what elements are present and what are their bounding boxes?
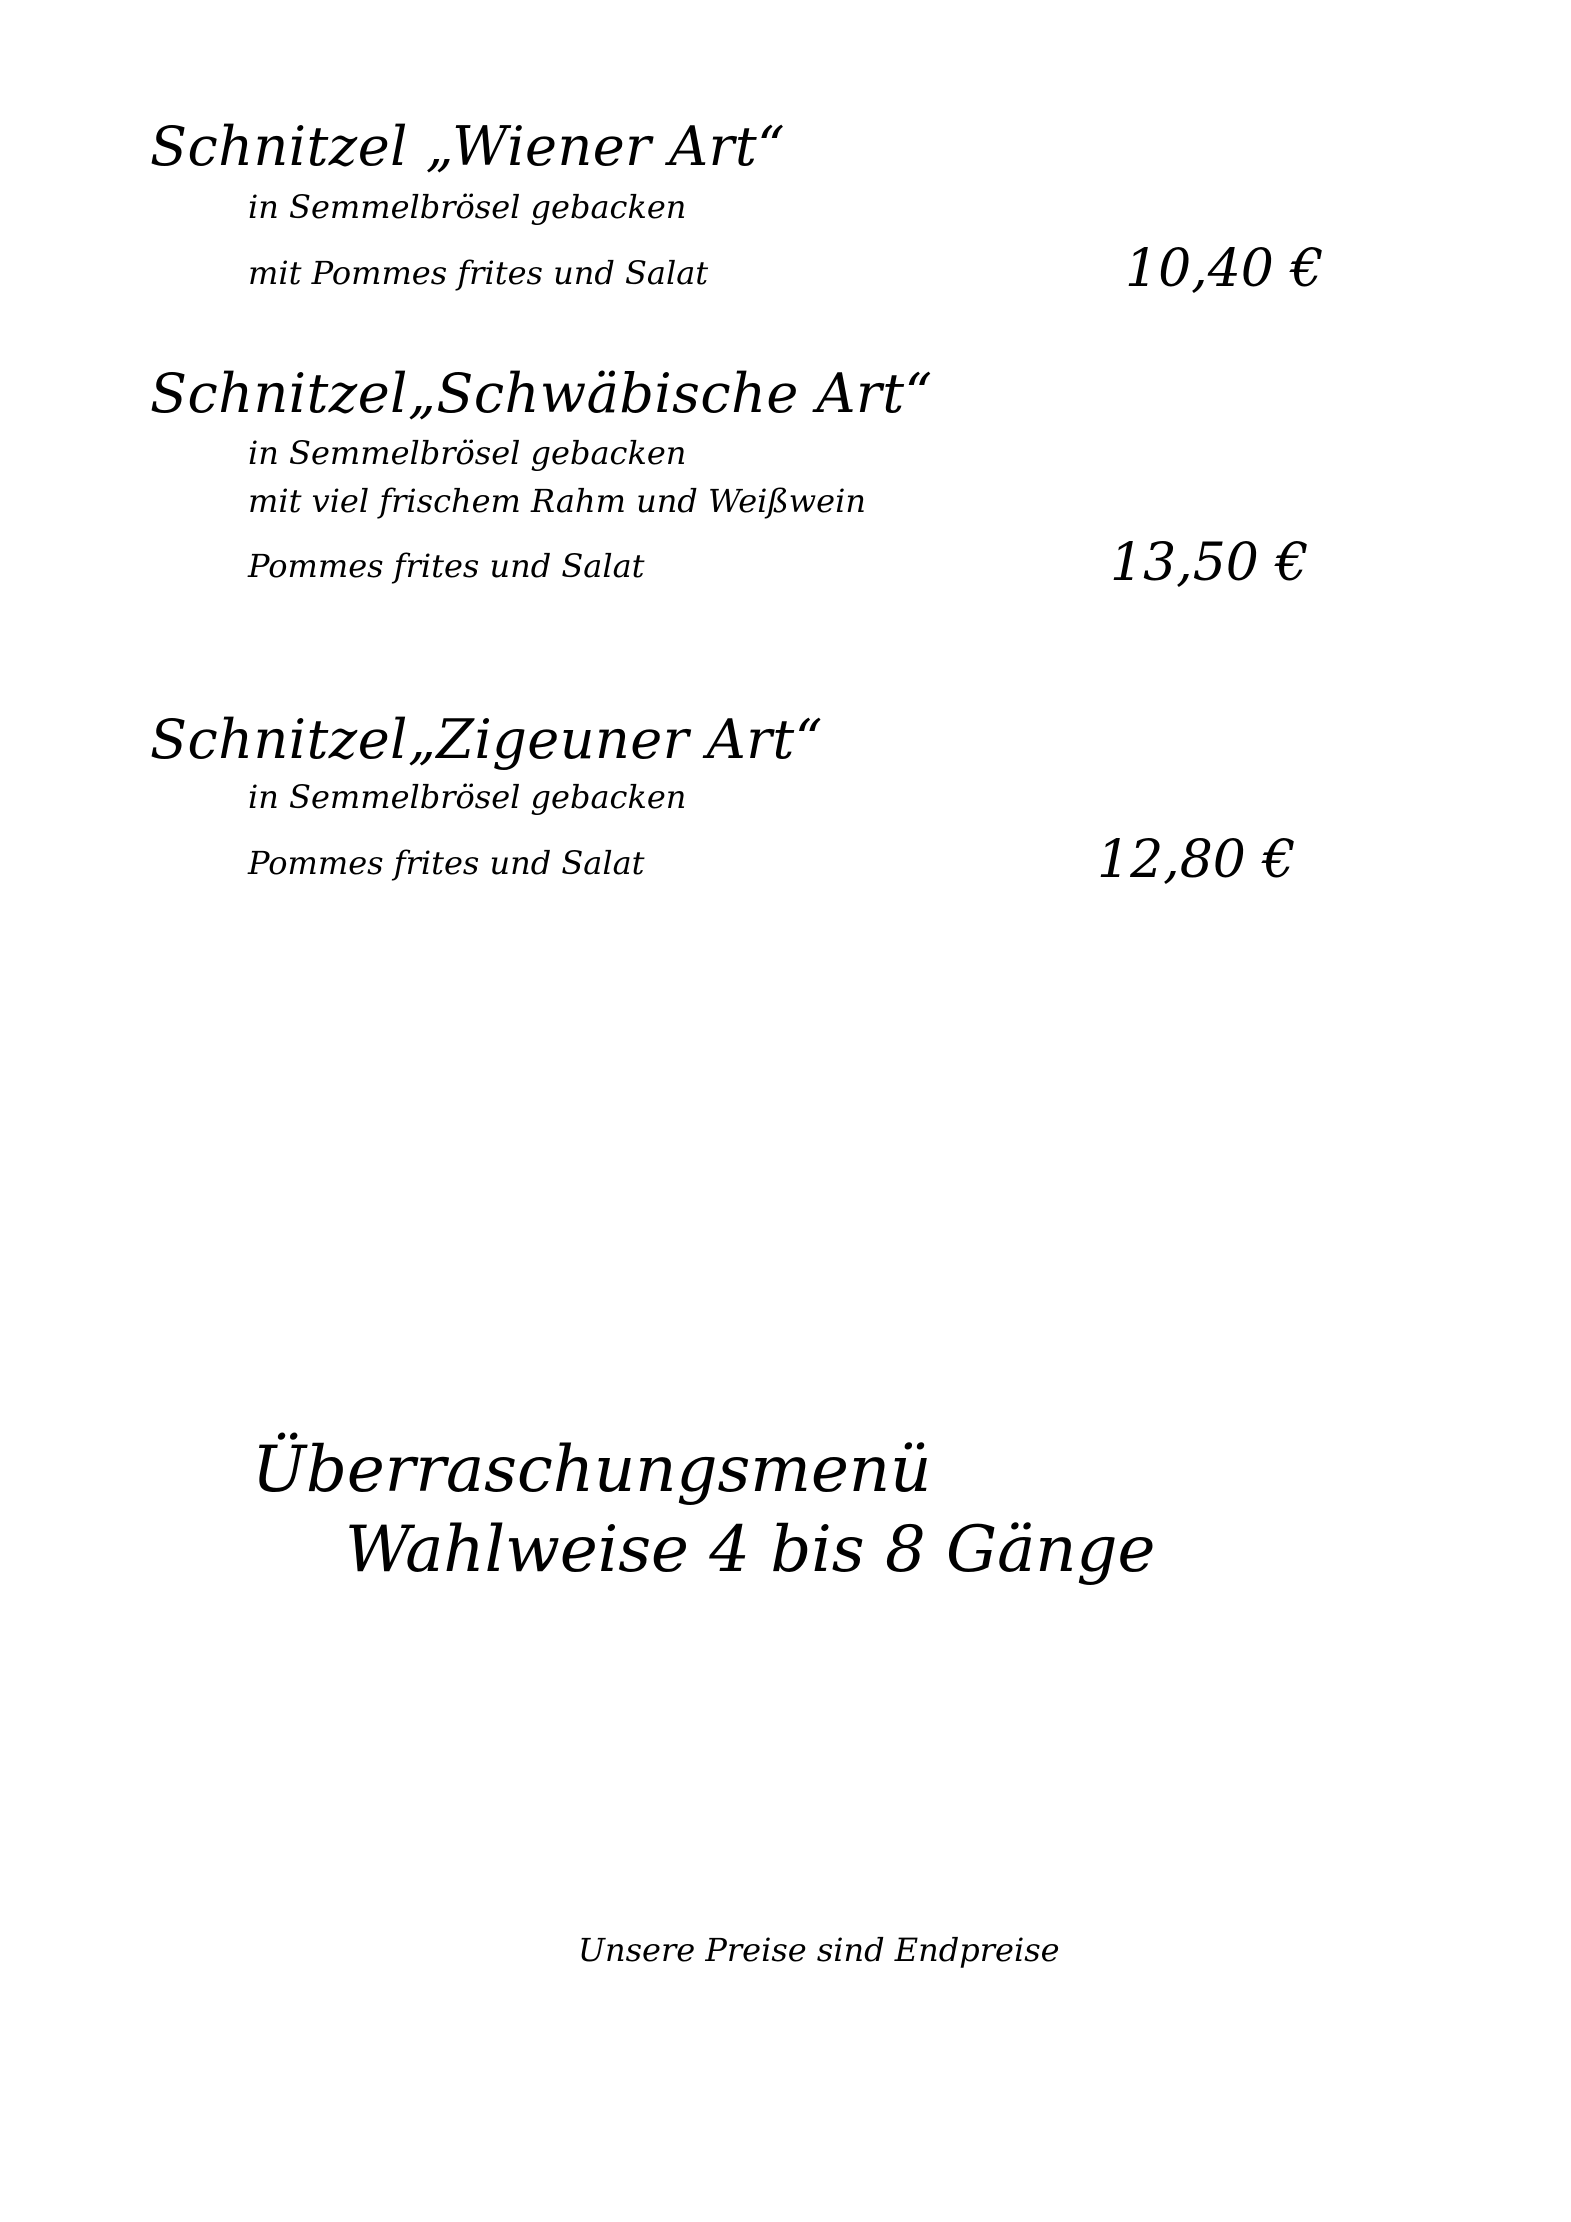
menu-item-price: 13,50 € — [1110, 533, 1309, 593]
menu-item-price: 12,80 € — [1097, 830, 1296, 890]
menu-item-description: in Semmelbrösel gebacken — [248, 434, 687, 472]
menu-item-title: Schnitzel„Schwäbische Art“ — [150, 362, 933, 425]
special-menu-subtitle: Wahlweise 4 bis 8 Gänge — [345, 1513, 1156, 1587]
menu-item-description: mit viel frischem Rahm und Weißwein — [248, 482, 866, 520]
footer-note: Unsere Preise sind Endpreise — [578, 1931, 1060, 1969]
menu-item-title: Schnitzel„Zigeuner Art“ — [150, 708, 823, 771]
menu-item-description: in Semmelbrösel gebacken — [248, 778, 687, 816]
special-menu-title: Überraschungsmenü — [252, 1433, 932, 1507]
menu-item-price: 10,40 € — [1125, 239, 1324, 299]
menu-item-description: in Semmelbrösel gebacken — [248, 188, 687, 226]
menu-item-description: mit Pommes frites und Salat — [248, 254, 709, 292]
menu-item-title: Schnitzel „Wiener Art“ — [150, 115, 786, 178]
menu-item-description: Pommes frites und Salat — [248, 547, 645, 585]
menu-item-description: Pommes frites und Salat — [248, 844, 645, 882]
